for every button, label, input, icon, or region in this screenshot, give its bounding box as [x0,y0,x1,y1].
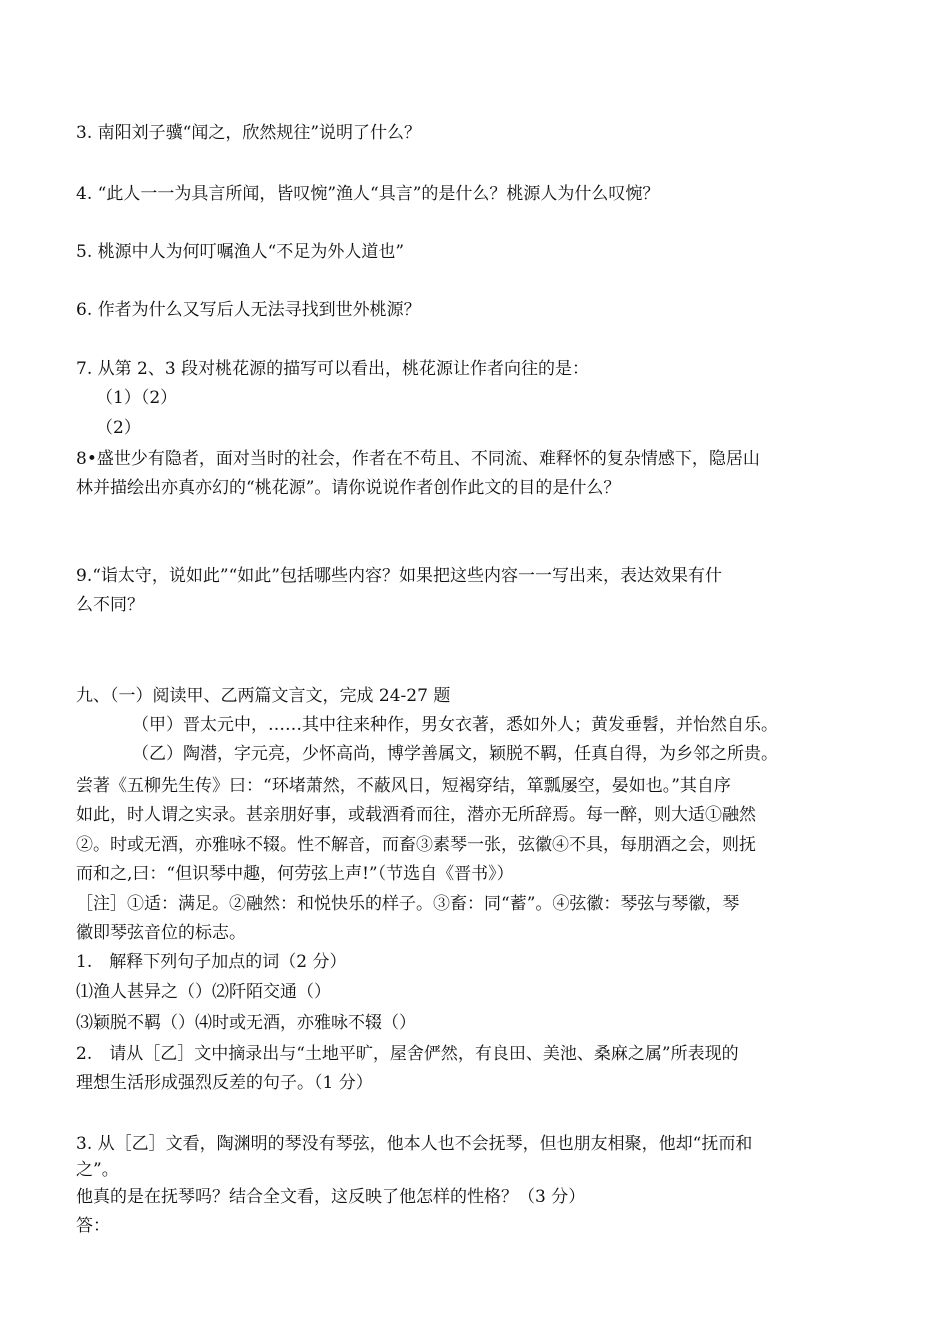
subquestion-1-items-b: ⑶颖脱不羁（）⑷时或无酒，亦雅咏不辍（） [76,1013,416,1033]
question-7-blank-1: （1）（2） [96,388,178,408]
subquestion-3-line-2: 之”。 [76,1160,119,1180]
question-9-line-2: 么不同？ [76,595,144,615]
subquestion-1-items-a: ⑴渔人甚异之（）⑵阡陌交通（） [76,982,331,1002]
note-line-1: ［注］①适：满足。②融然：和悦快乐的样子。③畜：同“蓄”。④弦徽：琴弦与琴徽，琴 [76,894,740,914]
question-5: 5. 桃源中人为何叮嘱渔人“不足为外人道也” [76,242,405,262]
subquestion-1-title: 1. 解释下列句子加点的词（2 分） [76,952,347,972]
subquestion-3-line-3: 他真的是在抚琴吗？结合全文看，这反映了他怎样的性格？（3 分） [76,1187,586,1207]
passage-jia: （甲）晋太元中，……其中往来种作，男女衣著，悉如外人；黄发垂髫，并怡然自乐。 [132,715,778,735]
passage-yi-line-1: （乙）陶潜，字元亮，少怀高尚，博学善属文，颖脱不羁，任真自得，为乡邻之所贵。 [132,744,778,764]
subquestion-2-line-2: 理想生活形成强烈反差的句子。（1 分） [76,1073,373,1093]
question-3: 3. 南阳刘子骥“闻之，欣然规往”说明了什么？ [76,123,422,143]
answer-label: 答： [76,1216,110,1236]
question-8-line-1: 8•盛世少有隐者，面对当时的社会，作者在不苟且、不同流、难释怀的复杂情感下，隐居山 [76,449,760,469]
question-7-blank-2: （2） [96,418,141,438]
passage-yi-line-4: ②。时或无酒，亦雅咏不辍。性不解音，而畜③素琴一张，弦徽④不具，每朋酒之会，则抚 [76,835,756,855]
section-9-heading: 九、（一）阅读甲、乙两篇文言文，完成 24-27 题 [76,686,451,706]
subquestion-3-line-1: 3. 从［乙］文看，陶渊明的琴没有琴弦，他本人也不会抚琴，但也朋友相聚，他却“抚而和 [76,1134,753,1154]
question-8-line-2: 林并描绘出亦真亦幻的“桃花源”。请你说说作者创作此文的目的是什么？ [76,478,621,498]
question-7: 7. 从第 2、3 段对桃花源的描写可以看出，桃花源让作者向往的是： [76,359,590,379]
passage-yi-line-2: 尝著《五柳先生传》曰：“环堵萧然，不蔽风日，短褐穿结，箪瓢屡空，晏如也。”其自序 [76,776,731,796]
note-line-2: 徽即琴弦音位的标志。 [76,923,246,943]
subquestion-2-line-1: 2. 请从［乙］文中摘录出与“土地平旷，屋舍俨然，有良田、美池、桑麻之属”所表现的 [76,1044,739,1064]
passage-yi-line-5: 而和之,曰：“但识琴中趣，何劳弦上声!”（节选自《晋书》） [76,864,514,884]
passage-yi-line-3: 如此，时人谓之实录。甚亲朋好事，或载酒肴而往，潜亦无所辞焉。每一醉，则大适①融然 [76,805,756,825]
question-6: 6. 作者为什么又写后人无法寻找到世外桃源？ [76,300,421,320]
question-4: 4. “此人一一为具言所闻，皆叹惋”渔人“具言”的是什么？桃源人为什么叹惋？ [76,184,660,204]
question-9-line-1: 9.“诣太守，说如此”“如此”包括哪些内容？如果把这些内容一一写出来，表达效果有什 [76,566,722,586]
